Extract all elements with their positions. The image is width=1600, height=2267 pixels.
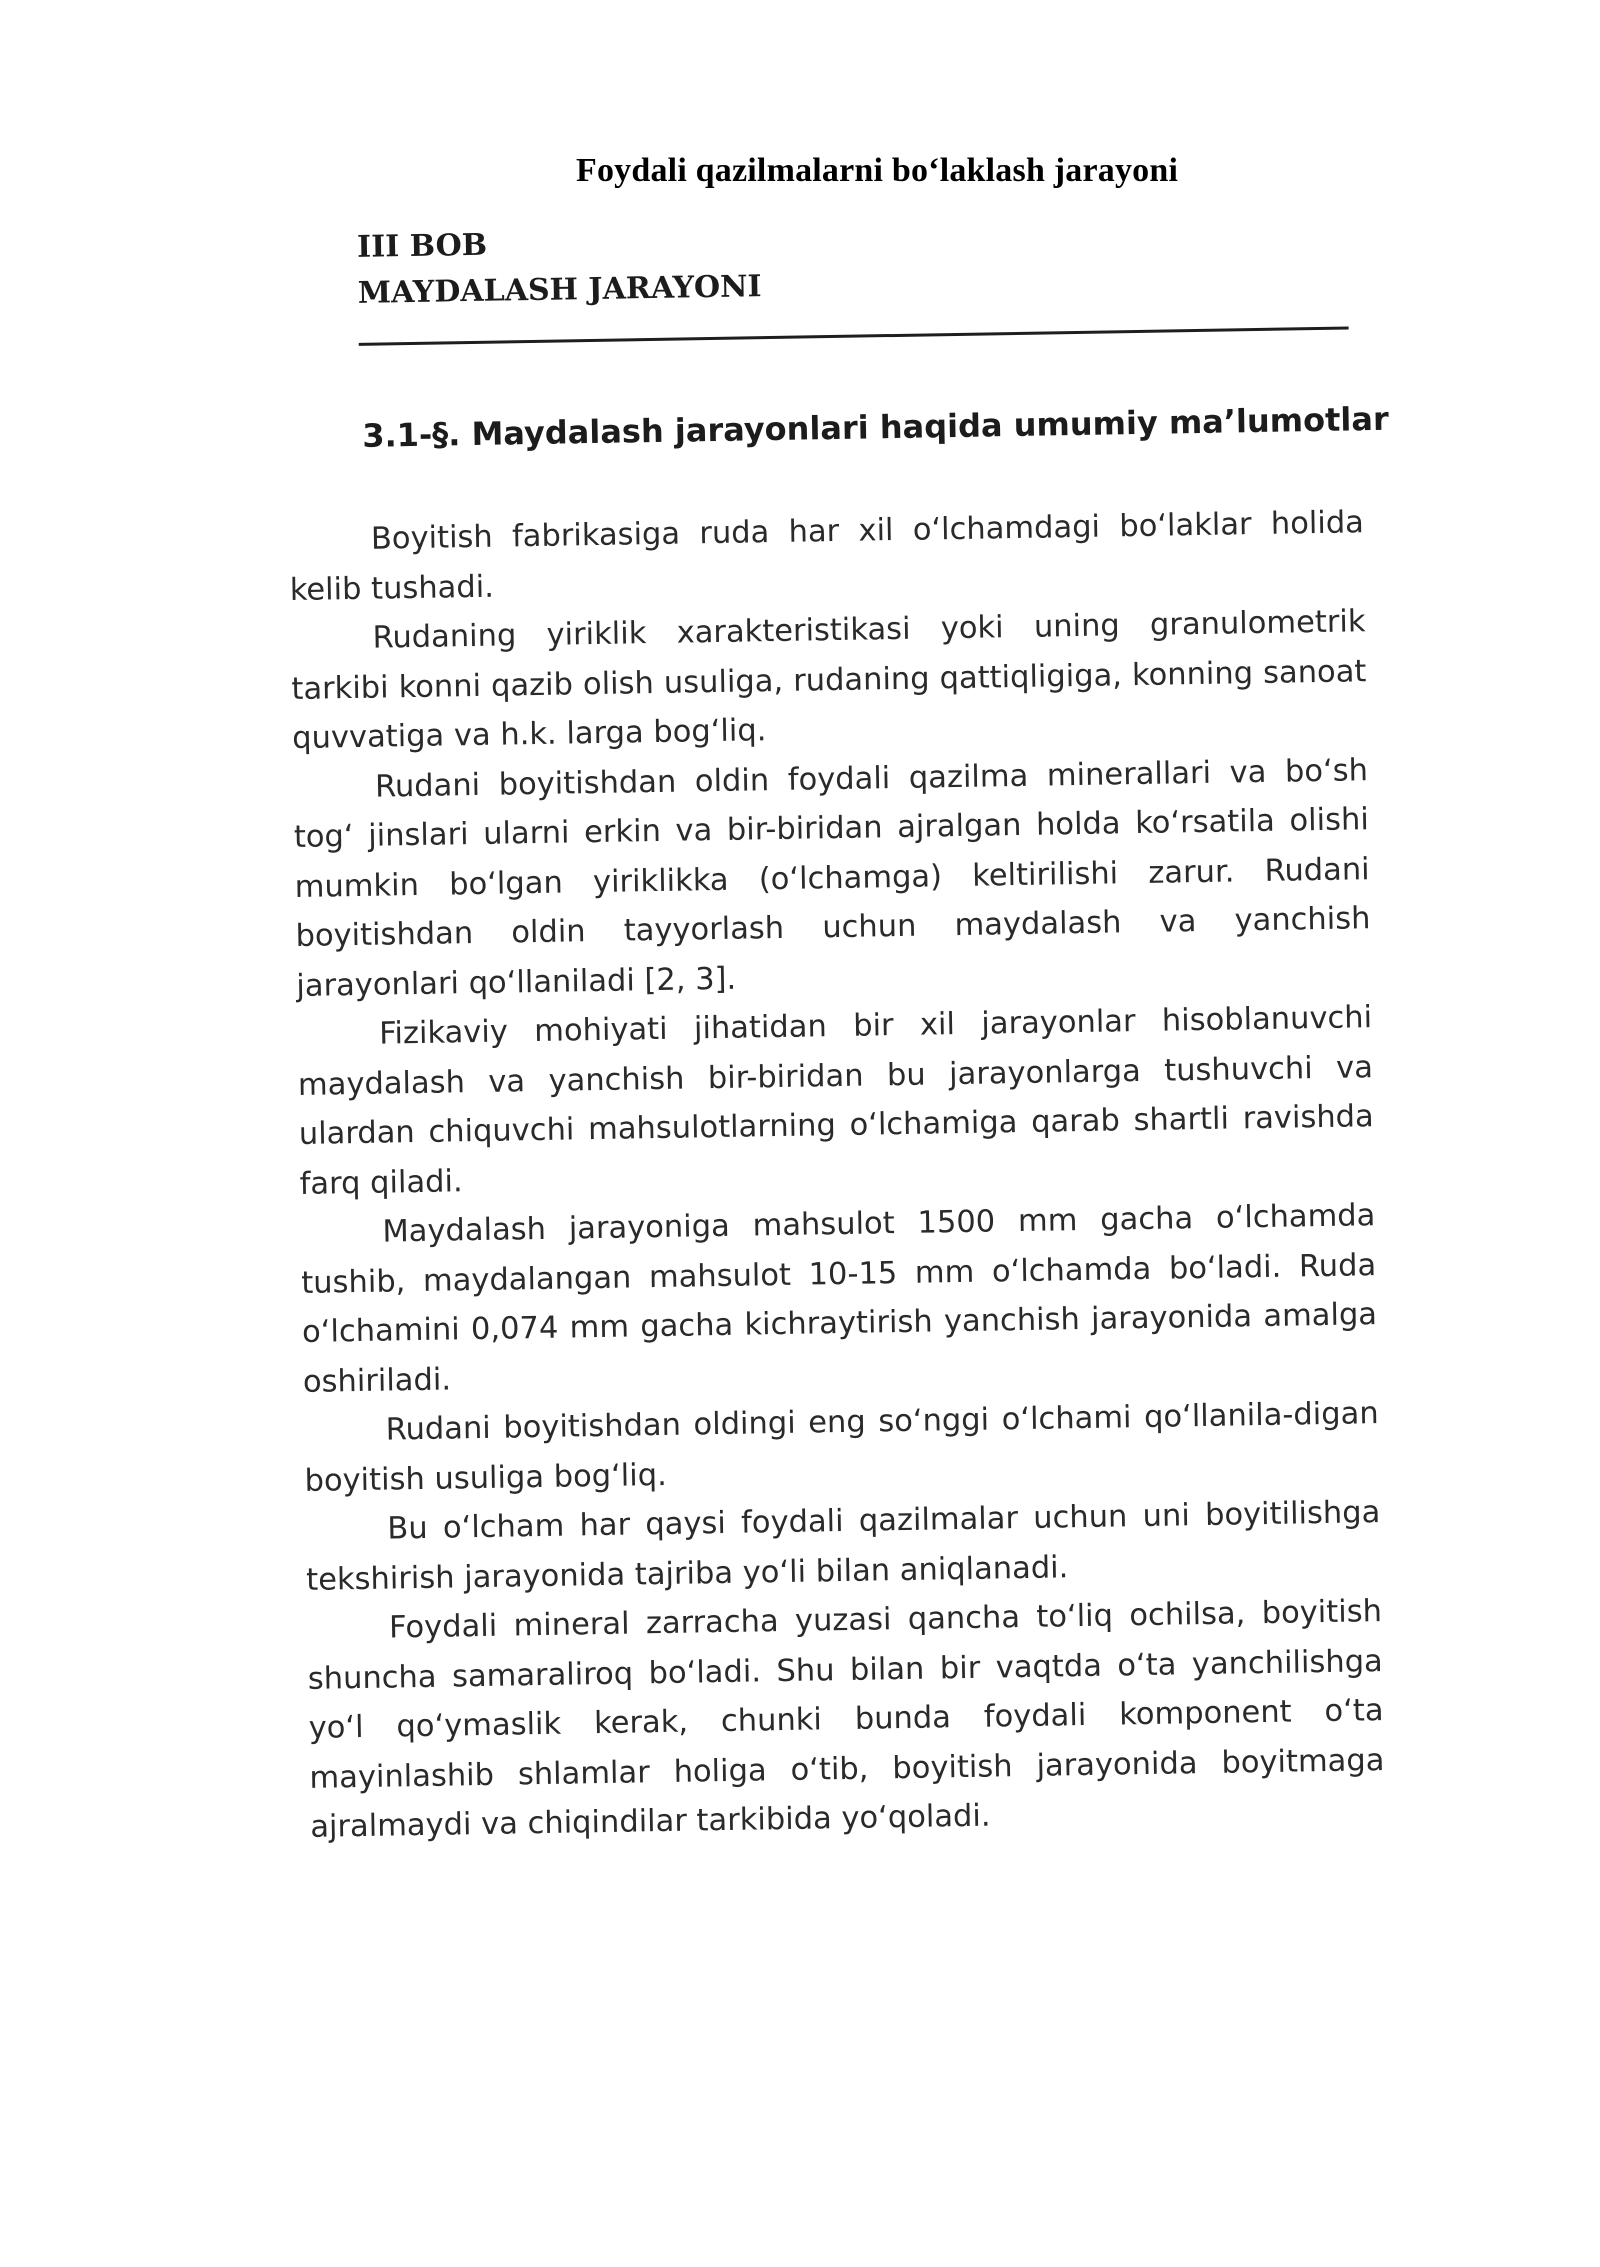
paragraph: Maydalash jarayoniga mahsulot 1500 mm gacha o‘lchamda tushib, maydalangan mahsulot 10-15 mm o‘lchamda bo‘ladi. Ruda o‘lchamini 0,074 mm gacha kichraytirish yanchish jarayonida amalga oshiriladi. xyxy=(301,1198,1378,1400)
chapter-title: MAYDALASH JARAYONI xyxy=(357,269,762,311)
section-title: 3.1-§. Maydalash jarayonlari haqida umumiy ma’lumotlar xyxy=(361,399,1389,455)
paragraph: Foydali mineral zarracha yuzasi qancha to‘liq ochilsa, boyitish shuncha samaraliroq bo‘ladi. Shu bilan bir vaqtda o‘ta yanchilishga yo‘l qo‘ymaslik kerak, chunki bunda foydali komponent o‘ta mayinlashib shlamlar holiga o‘tib, boyitish jarayonida boyitmaga ajralmaydi va chiqindilar tarkibida yo‘qoladi. xyxy=(307,1594,1385,1845)
page-header-title: Foydali qazilmalarni bo‘laklash jarayoni xyxy=(576,152,1179,189)
paragraph: Rudaning yiriklik xarakteristikasi yoki uning granulometrik tarkibi konni qazib olish usuliga, rudaning qattiqligiga, konning sanoat quvvatiga va h.k. larga bog‘liq. xyxy=(291,604,1367,757)
chapter-number: III BOB xyxy=(356,227,488,265)
chapter-divider xyxy=(359,326,1349,345)
paragraph: Rudani boyitishdan oldingi eng so‘nggi o‘lchami qo‘llanila-digan boyitish usuliga bog‘liq. xyxy=(304,1396,1379,1499)
paragraph: Boyitish fabrikasiga ruda har xil o‘lchamdagi bo‘laklar holida kelib tushadi. xyxy=(289,505,1365,608)
paragraph: Rudani boyitishdan oldin foydali qazilma minerallari va bo‘sh tog‘ jinslari ularni erkin va bir-biridan ajralgan holda ko‘rsatila olishi mumkin bo‘lgan yiriklikka (o‘lchamga) keltirilishi zarur. Rudani boyitishdan oldin tayyorlash uchun maydalash va yanchish jarayonlari qo‘llaniladi [2, 3]. xyxy=(293,752,1371,1004)
chapter-heading xyxy=(357,218,762,317)
paragraph: Fizikaviy mohiyati jihatidan bir xil jarayonlar hisoblanuvchi maydalash va yanchish bir-biridan bu jarayonlarga tushuvchi va ulardan chiquvchi mahsulotlarning o‘lchamiga qarab shartli ravishda farq qiladi. xyxy=(297,1000,1374,1202)
body-text xyxy=(289,498,1386,1852)
paragraph: Bu o‘lcham har qaysi foydali qazilmalar uchun uni boyitilishga tekshirish jarayonida tajriba yo‘li bilan aniqlanadi. xyxy=(305,1495,1381,1598)
